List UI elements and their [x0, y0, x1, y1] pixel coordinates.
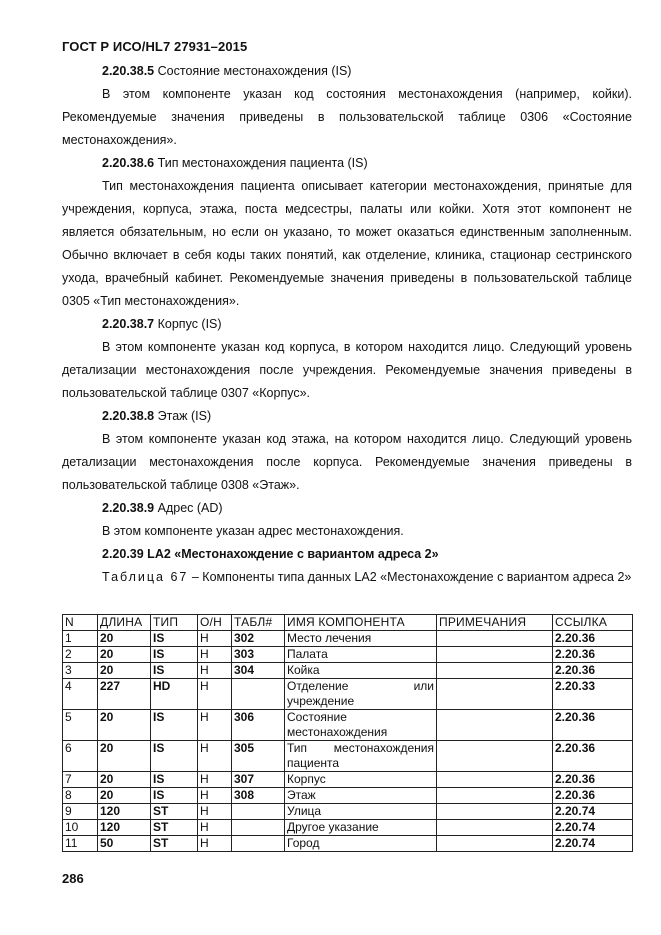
section-number: 2.20.38.9	[102, 501, 155, 515]
section-number: 2.20.38.5	[102, 64, 155, 78]
section-heading-2-20-38-8	[62, 405, 632, 428]
cell-notes	[437, 647, 553, 663]
table-row	[63, 631, 633, 647]
cell-component-name: Палата	[285, 647, 437, 663]
cell-length: 20	[98, 788, 151, 804]
section-paragraph: В этом компоненте указан код состояния местонахождения (например, койки). Рекомендуемые значения приведены в пользовательской таблице 0306 «Состояние местонахождения».	[62, 87, 632, 147]
cell-table: 304	[232, 663, 285, 679]
cell-notes	[437, 663, 553, 679]
table-row	[63, 836, 633, 852]
cell-length: 20	[98, 710, 151, 741]
cell-opt: Н	[198, 631, 232, 647]
table-row	[63, 710, 633, 741]
cell-n: 3	[63, 663, 98, 679]
cell-table	[232, 820, 285, 836]
cell-length: 20	[98, 647, 151, 663]
section-heading-2-20-39: 2.20.39 LA2 «Местонахождение с вариантом адреса 2»	[102, 547, 439, 561]
cell-table: 305	[232, 741, 285, 772]
section-number: 2.20.38.6	[102, 156, 155, 170]
table-row	[63, 679, 633, 710]
table-caption-label: Таблица 67	[102, 570, 189, 584]
cell-n: 1	[63, 631, 98, 647]
cell-length: 20	[98, 631, 151, 647]
cell-type: ST	[151, 804, 198, 820]
cell-type: IS	[151, 788, 198, 804]
cell-table	[232, 836, 285, 852]
cell-table: 306	[232, 710, 285, 741]
cell-reference: 2.20.74	[553, 820, 633, 836]
section-number: 2.20.38.8	[102, 409, 155, 423]
col-header-type: ТИП	[151, 615, 198, 631]
table-row	[63, 663, 633, 679]
components-table	[62, 614, 633, 852]
cell-component-name: Отделение или учреждение	[285, 679, 437, 710]
cell-component-name: Место лечения	[285, 631, 437, 647]
cell-notes	[437, 772, 553, 788]
cell-type: ST	[151, 836, 198, 852]
table-caption-text: – Компоненты типа данных LA2 «Местонахождение с вариантом адреса 2»	[188, 570, 632, 584]
cell-length: 20	[98, 663, 151, 679]
cell-type: ST	[151, 820, 198, 836]
section-title: Адрес (AD)	[157, 501, 223, 515]
cell-component-name: Другое указание	[285, 820, 437, 836]
table-row	[63, 772, 633, 788]
cell-length: 120	[98, 820, 151, 836]
cell-notes	[437, 836, 553, 852]
section-paragraph: В этом компоненте указан адрес местонахождения.	[102, 524, 404, 538]
cell-n: 2	[63, 647, 98, 663]
cell-opt: Н	[198, 679, 232, 710]
cell-length: 20	[98, 772, 151, 788]
table-header	[63, 615, 633, 631]
cell-type: IS	[151, 710, 198, 741]
cell-notes	[437, 710, 553, 741]
cell-reference: 2.20.36	[553, 631, 633, 647]
cell-length: 227	[98, 679, 151, 710]
cell-length: 120	[98, 804, 151, 820]
col-header-n: N	[63, 615, 98, 631]
cell-component-name: Состояние местонахождения	[285, 710, 437, 741]
cell-notes	[437, 820, 553, 836]
cell-table	[232, 679, 285, 710]
cell-n: 11	[63, 836, 98, 852]
col-header-notes: ПРИМЕЧАНИЯ	[437, 615, 553, 631]
cell-component-name: Койка	[285, 663, 437, 679]
col-header-reference: ССЫЛКА	[553, 615, 633, 631]
cell-reference: 2.20.74	[553, 804, 633, 820]
section-title: Корпус (IS)	[157, 317, 222, 331]
section-heading-2-20-38-7	[62, 313, 632, 336]
table-header-row	[63, 615, 633, 631]
cell-reference: 2.20.36	[553, 788, 633, 804]
cell-reference: 2.20.36	[553, 647, 633, 663]
section-number: 2.20.38.7	[102, 317, 155, 331]
cell-opt: Н	[198, 710, 232, 741]
cell-type: IS	[151, 772, 198, 788]
cell-component-name: Корпус	[285, 772, 437, 788]
cell-notes	[437, 679, 553, 710]
cell-n: 10	[63, 820, 98, 836]
cell-n: 8	[63, 788, 98, 804]
section-title: Состояние местонахождения (IS)	[157, 64, 352, 78]
cell-reference: 2.20.36	[553, 741, 633, 772]
cell-n: 6	[63, 741, 98, 772]
table-row	[63, 647, 633, 663]
cell-reference: 2.20.36	[553, 772, 633, 788]
cell-table: 308	[232, 788, 285, 804]
cell-type: IS	[151, 741, 198, 772]
cell-table	[232, 804, 285, 820]
col-header-length: ДЛИНА	[98, 615, 151, 631]
cell-notes	[437, 788, 553, 804]
cell-n: 5	[63, 710, 98, 741]
section-paragraph: В этом компоненте указан код корпуса, в котором находится лицо. Следующий уровень детализации местонахождения после учреждения. Рекомендуемые значения приведены в пользовательской таблице 0307 «Корпус».	[62, 340, 632, 400]
cell-reference: 2.20.36	[553, 710, 633, 741]
document-body	[62, 60, 632, 589]
cell-reference: 2.20.74	[553, 836, 633, 852]
cell-opt: Н	[198, 741, 232, 772]
cell-n: 9	[63, 804, 98, 820]
cell-opt: Н	[198, 647, 232, 663]
cell-notes	[437, 804, 553, 820]
cell-component-name: Улица	[285, 804, 437, 820]
cell-length: 20	[98, 741, 151, 772]
table-row	[63, 820, 633, 836]
table-caption	[62, 566, 632, 589]
cell-opt: Н	[198, 788, 232, 804]
document-header: ГОСТ Р ИСО/HL7 27931–2015	[62, 39, 248, 54]
cell-component-name: Город	[285, 836, 437, 852]
cell-reference: 2.20.36	[553, 663, 633, 679]
cell-opt: Н	[198, 804, 232, 820]
table-body	[63, 631, 633, 852]
cell-type: IS	[151, 663, 198, 679]
section-heading-2-20-38-9	[62, 497, 632, 520]
cell-opt: Н	[198, 820, 232, 836]
section-paragraph: В этом компоненте указан код этажа, на котором находится лицо. Следующий уровень детализации местонахождения после корпуса. Рекомендуемые значения приведены в пользовательской таблице 0308 «Этаж».	[62, 432, 632, 492]
cell-component-name: Этаж	[285, 788, 437, 804]
cell-notes	[437, 741, 553, 772]
cell-type: IS	[151, 631, 198, 647]
cell-reference: 2.20.33	[553, 679, 633, 710]
cell-table: 303	[232, 647, 285, 663]
cell-opt: Н	[198, 836, 232, 852]
col-header-table: ТАБЛ#	[232, 615, 285, 631]
section-heading-2-20-38-5	[62, 60, 632, 83]
section-heading-2-20-38-6	[62, 152, 632, 175]
cell-n: 7	[63, 772, 98, 788]
cell-table: 302	[232, 631, 285, 647]
section-title: Тип местонахождения пациента (IS)	[157, 156, 368, 170]
cell-length: 50	[98, 836, 151, 852]
cell-notes	[437, 631, 553, 647]
cell-type: HD	[151, 679, 198, 710]
table-row	[63, 788, 633, 804]
cell-opt: Н	[198, 772, 232, 788]
section-title: Этаж (IS)	[157, 409, 212, 423]
col-header-component-name: ИМЯ КОМПОНЕНТА	[285, 615, 437, 631]
page-number: 286	[62, 871, 84, 886]
cell-type: IS	[151, 647, 198, 663]
cell-n: 4	[63, 679, 98, 710]
cell-opt: Н	[198, 663, 232, 679]
cell-table: 307	[232, 772, 285, 788]
col-header-opt: О/Н	[198, 615, 232, 631]
table-row	[63, 741, 633, 772]
section-paragraph: Тип местонахождения пациента описывает категории местонахождения, принятые для учреждения, корпуса, этажа, поста медсестры, палаты или койки. Хотя этот компонент не является обязательным, но если он указано, то может оказаться единственным заполненным. Обычно включает в себя коды таких понятий, как отделение, клиника, стационар сестринского ухода, врачебный кабинет. Рекомендуемые значения приведены в пользовательской таблице 0305 «Тип местонахождения».	[62, 179, 632, 308]
table-row	[63, 804, 633, 820]
cell-component-name: Тип местонахождения пациента	[285, 741, 437, 772]
